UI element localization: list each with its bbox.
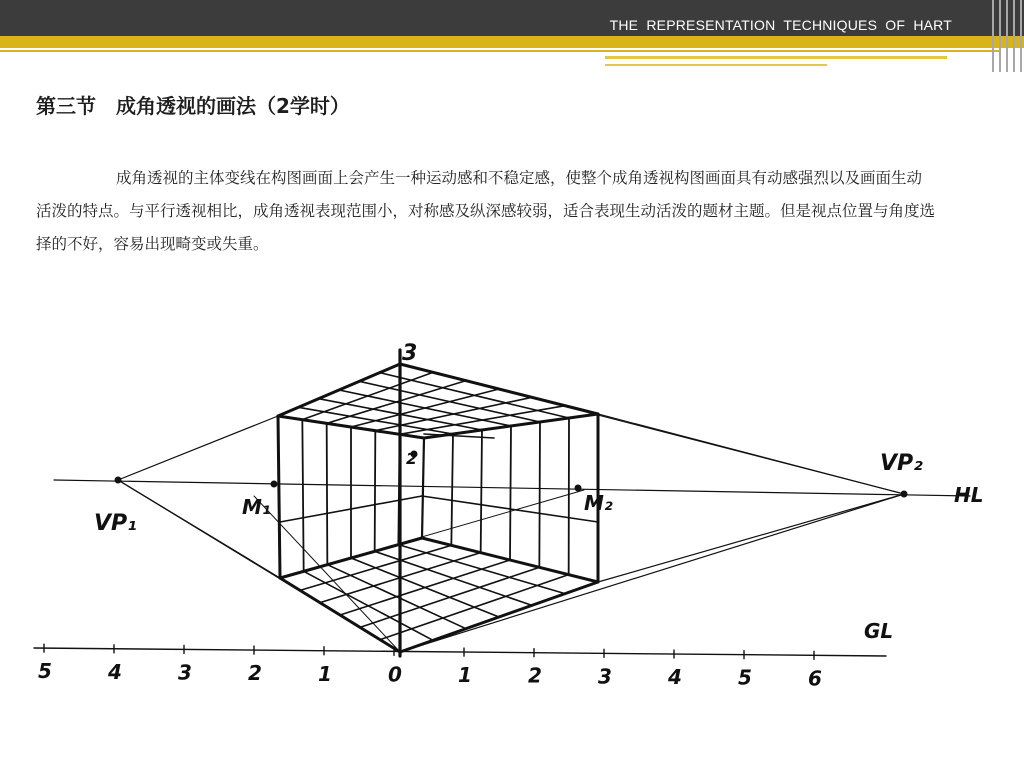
header-title: THE REPRESENTATION TECHNIQUES OF HART [609,17,952,33]
scale-tick-label: 1 [458,663,472,688]
header-accent-line-short [605,56,947,59]
scale-tick-label: 4 [108,659,122,684]
scale-tick-label: 3 [178,660,192,685]
vanishing-line [598,494,904,582]
back-wall-vertical [451,434,453,545]
section-heading: 第三节 成角透视的画法（2学时） [36,94,350,118]
horizon-line [54,480,970,496]
back-wall-vertical [327,423,328,564]
vanishing-line [400,494,904,652]
cube-edge [278,416,280,578]
vp1-point [115,477,122,484]
back-wall-vertical [539,422,540,567]
m2-label: M₂ [584,491,613,515]
scale-tick-label: 5 [38,659,52,684]
scale-tick-label: 0 [388,662,402,687]
vp2-label: VP₂ [880,451,923,476]
m1-point [271,481,278,488]
section-paragraph: 成角透视的主体变线在构图画面上会产生一种运动感和不稳定感，使整个成角透视构图画面具有动感强烈以及画面生动活泼的特点。与平行透视相比，成角透视表现范围小，对称感及纵深感较弱，适合表现生动活泼的题材主题。但是视点位置与角度选择的不好，容易出现畸变或失重。 [36,169,936,253]
scale-tick-label: 3 [598,664,612,689]
vp2-point [901,491,908,498]
vanishing-line [118,416,278,480]
horizon-line-label: HL [954,483,984,507]
scale-tick-label: 2 [528,663,542,688]
vp1-label: VP₁ [94,511,137,536]
back-wall-vertical [375,431,376,552]
ground-line [34,648,886,656]
height-label-top: 3 [402,341,418,366]
header-accent-line-shorter [605,64,827,66]
back-corner-edge [422,438,424,538]
scale-tick-label: 6 [808,666,822,691]
header-accent-line [0,50,1000,52]
ground-line-label: GL [864,619,894,643]
back-wall-vertical [510,426,511,560]
scale-tick-label: 1 [318,661,332,686]
angular-perspective-drawing [24,326,996,726]
header-accent-band [0,36,1024,48]
scale-tick-label: 4 [668,665,682,690]
header-decor-stripes [990,0,1024,72]
m1-label: M₁ [242,495,271,519]
m2-point [575,485,582,492]
height-label-mid: 2 [406,449,418,468]
back-wall-vertical [481,430,482,553]
scale-tick-label: 2 [248,661,262,686]
scale-tick-label: 5 [738,665,752,690]
